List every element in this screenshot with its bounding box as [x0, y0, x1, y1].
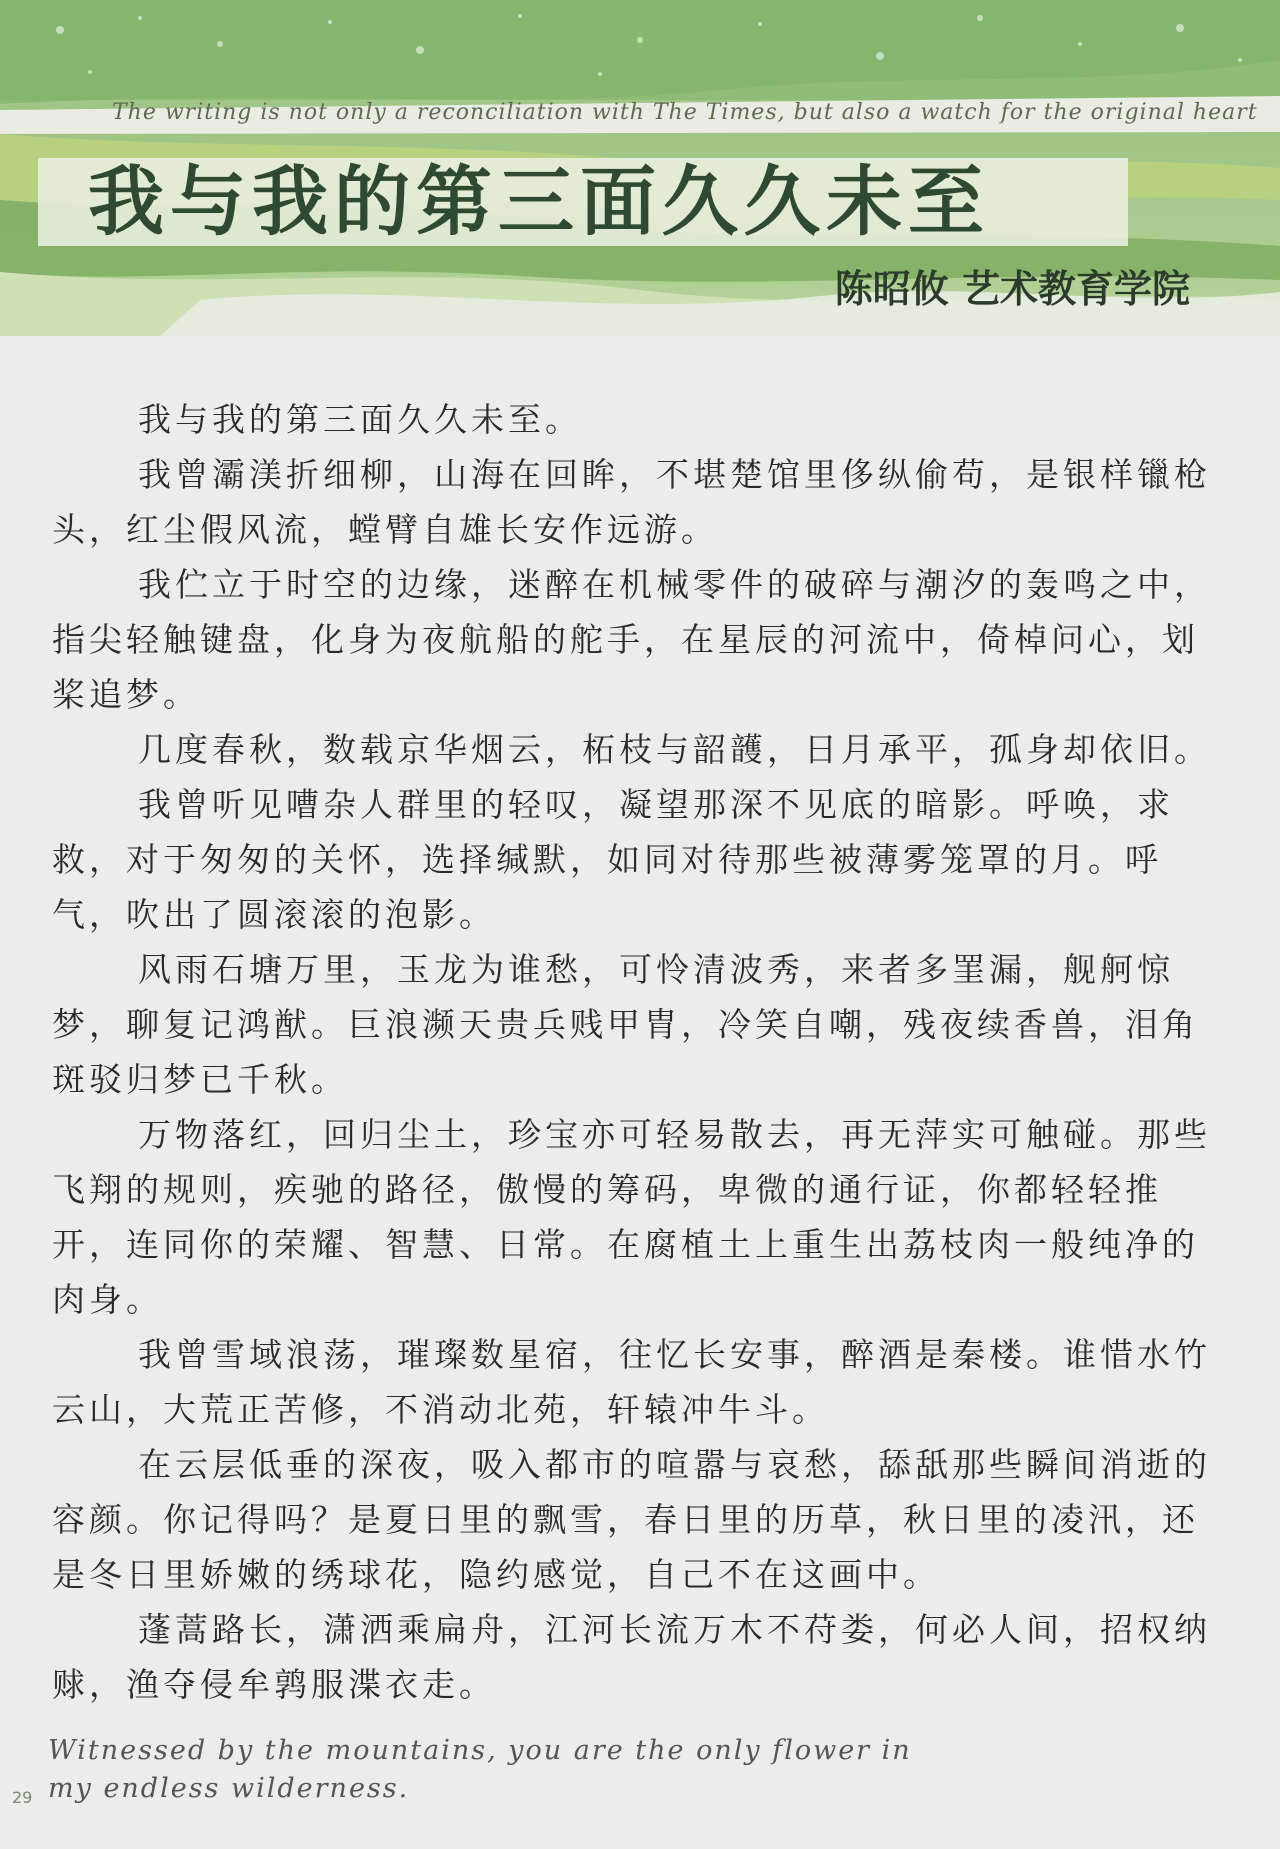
paragraph: 我曾灞渼折细柳，山海在回眸，不堪楚馆里侈纵偷苟，是银样镴枪头，红尘假风流，螳臂自雄长安作远游。	[52, 455, 1211, 549]
page-number: 29	[12, 1788, 33, 1807]
paragraph: 几度春秋，数载京华烟云，柘枝与韶頀，日月承平，孤身却依旧。	[138, 730, 1211, 769]
paragraph: 我与我的第三面久久未至。	[138, 400, 582, 439]
paragraph: 我曾雪域浪荡，璀璨数星宿，往忆长安事，醉酒是秦楼。谁惜水竹云山，大荒正苦修，不消动北苑，轩辕冲牛斗。	[52, 1335, 1211, 1429]
footer-quote: Witnessed by the mountains, you are the only flower in my endless wilderness.	[48, 1735, 912, 1804]
article-title: 我与我的第三面久久未至	[88, 157, 990, 246]
header-tagline: The writing is not only a reconciliation with The Times, but also a watch for the original heart	[112, 100, 1258, 125]
paragraph: 蓬蒿路长，潇洒乘扁舟，江河长流万木不苻娄，何必人间，招权纳赇，渔夺侵牟鹑服渫衣走。	[52, 1610, 1211, 1704]
header-banner	[0, 0, 1280, 336]
paragraph: 我曾听见嘈杂人群里的轻叹，凝望那深不见底的暗影。呼唤，求救，对于匆匆的关怀，选择缄默，如同对待那些被薄雾笼罩的月。呼气，吹出了圆滚滚的泡影。	[52, 785, 1174, 934]
paragraph: 万物落红，回归尘土，珍宝亦可轻易散去，再无萍实可触碰。那些飞翔的规则，疾驰的路径，傲慢的筹码，卑微的通行证，你都轻轻推开，连同你的荣耀、智慧、日常。在腐植土上重生出荔枝肉一般纯净的肉身。	[52, 1115, 1211, 1319]
article-body	[52, 392, 1232, 1712]
paragraph: 风雨石塘万里，玉龙为谁愁，可怜清波秀，来者多罣漏，舰舸惊梦，聊复记鸿猷。巨浪濒天贵兵贱甲胄，冷笑自嘲，残夜续香兽，泪角斑驳归梦已千秋。	[52, 950, 1199, 1099]
paragraph: 在云层低垂的深夜，吸入都市的喧嚣与哀愁，舔舐那些瞬间消逝的容颜。你记得吗？是夏日里的飘雪，春日里的历草，秋日里的凌汛，还是冬日里娇嫩的绣球花，隐约感觉，自己不在这画中。	[52, 1445, 1211, 1594]
author-byline: 陈昭攸 艺术教育学院	[834, 267, 1190, 311]
paragraph: 我伫立于时空的边缘，迷醉在机械零件的破碎与潮汐的轰鸣之中，指尖轻触键盘，化身为夜航船的舵手，在星辰的河流中，倚棹问心，划桨追梦。	[52, 565, 1211, 714]
